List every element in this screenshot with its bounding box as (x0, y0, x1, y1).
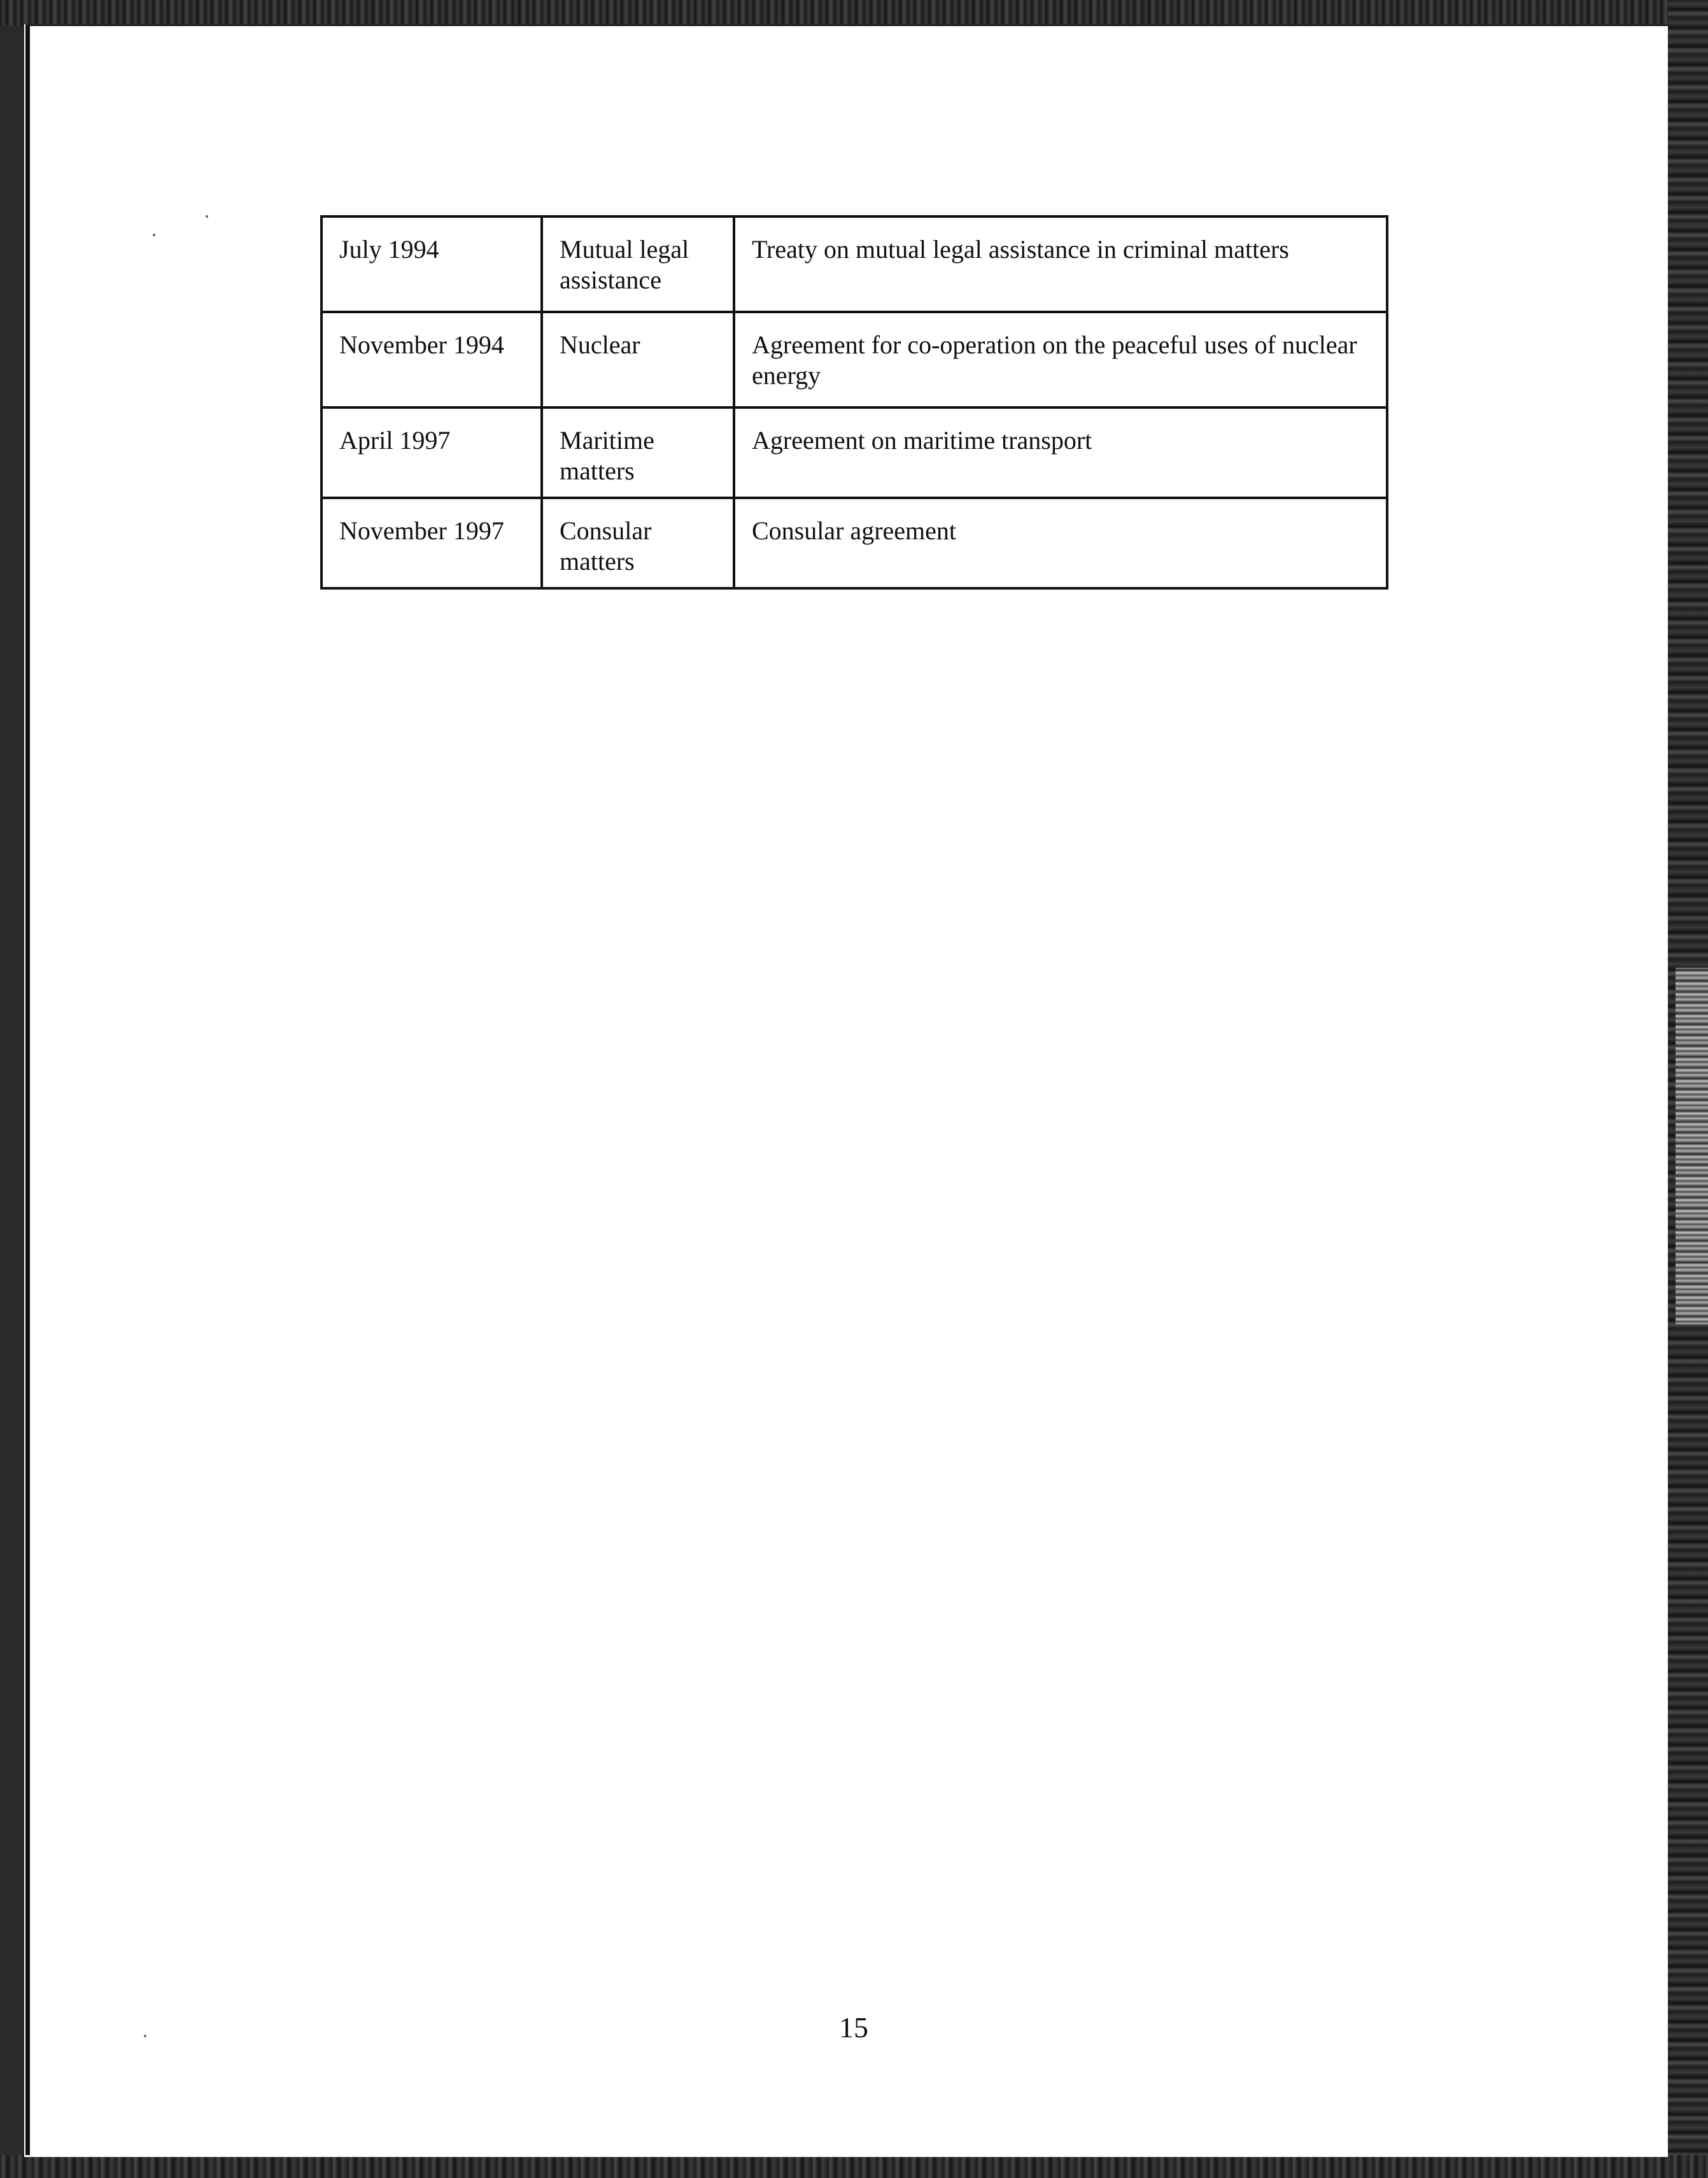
subject-cell: Consular matters (542, 498, 734, 588)
date-cell: November 1997 (321, 498, 542, 588)
table-row (321, 216, 1387, 312)
page-number: 15 (839, 2011, 868, 2044)
date-cell: July 1994 (321, 216, 542, 312)
table-row (321, 407, 1387, 498)
scan-speck (153, 234, 155, 236)
subject-cell: Mutual legal assistance (542, 216, 734, 312)
scan-border-top (0, 0, 1708, 25)
date-cell: November 1994 (321, 312, 542, 407)
description-cell: Treaty on mutual legal assistance in criminal matters (734, 216, 1387, 312)
scan-noise (1676, 968, 1708, 1324)
page-edge-top (25, 24, 1668, 26)
date-cell: April 1997 (321, 407, 542, 498)
table-row (321, 312, 1387, 407)
description-cell: Consular agreement (734, 498, 1387, 588)
scan-speck (144, 2035, 146, 2037)
description-cell: Agreement on maritime transport (734, 407, 1387, 498)
scan-border-bottom (0, 2155, 1708, 2178)
description-cell: Agreement for co-operation on the peaceful uses of nuclear energy (734, 312, 1387, 407)
table-row (321, 498, 1387, 588)
subject-cell: Nuclear (542, 312, 734, 407)
subject-cell: Maritime matters (542, 407, 734, 498)
page-edge-left (25, 25, 30, 2155)
treaties-table (320, 215, 1388, 590)
scan-speck (206, 215, 208, 218)
